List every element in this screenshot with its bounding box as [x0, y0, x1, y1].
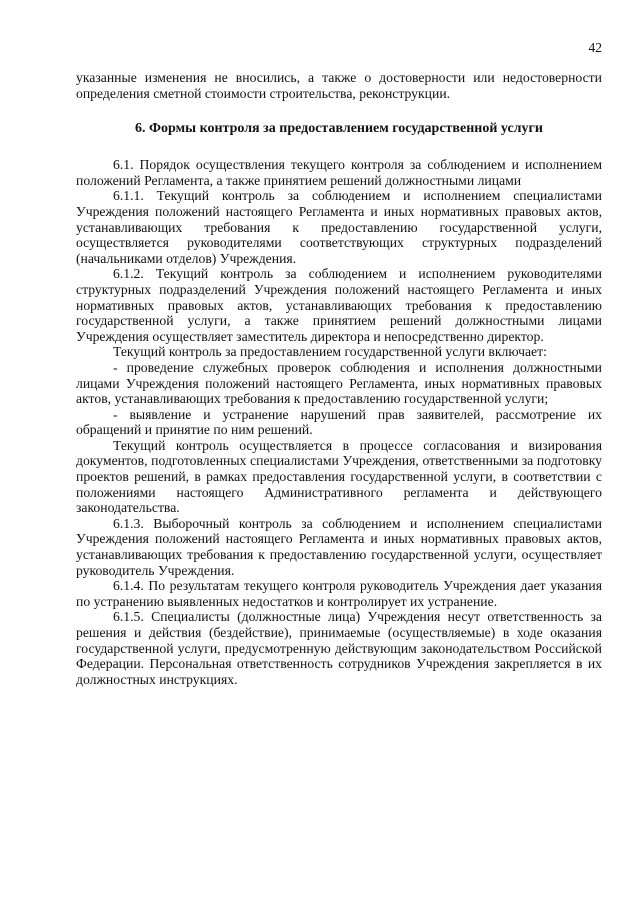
section-heading: 6. Формы контроля за предоставлением государственной услуги [135, 121, 543, 137]
paragraph-control-includes: Текущий контроль за предоставлением государственной услуги включает: [113, 344, 547, 360]
page-number: 42 [588, 40, 602, 55]
paragraph-6-1: 6.1. Порядок осуществления текущего контроля за соблюдением и исполнением положений Регламента, а также принятием решений должностными лицами [76, 157, 602, 188]
paragraph-6-1-1: 6.1.1. Текущий контроль за соблюдением и исполнением специалистами Учреждения положений настоящего Регламента и иных нормативных правовых актов, устанавливающих требования к предоставлению государственной услуги, осуществляется руководителями соответствующих структурных подразделений (начальниками отделов) Учреждения. [76, 188, 602, 266]
paragraph-6-1-2: 6.1.2. Текущий контроль за соблюдением и исполнением руководителями структурных подразделений Учреждения положений настоящего Регламента и иных нормативных правовых актов, устанавливающих требования к предоставлению государственной услуги, а также принятием решений должностными лицами Учреждения осуществляет заместитель директора и непосредственно директор. [76, 266, 602, 344]
paragraph-approval-process: Текущий контроль осуществляется в процессе согласования и визирования документов, подготовленных специалистами Учреждения, ответственными за подготовку проектов решений, в рамках предоставления государственной услуги, в соответствии с положениями настоящего Административного регламента и действующего законодательства. [76, 437, 602, 516]
paragraph-6-1-4: 6.1.4. По результатам текущего контроля руководитель Учреждения дает указания по устранению выявленных недостатков и контролирует их устранение. [76, 578, 602, 609]
list-item-inspections: - проведение служебных проверок соблюдения и исполнения должностными лицами Учреждения положений настоящего Регламента, иных нормативных правовых актов, устанавливающих требования к предоставлению государственной услуги; [76, 359, 602, 407]
paragraph-6-1-3: 6.1.3. Выборочный контроль за соблюдением и исполнением специалистами Учреждения положений настоящего Регламента и иных нормативных правовых актов, устанавливающих требования к предоставлению государственной услуги, осуществляет руководитель Учреждения. [76, 515, 602, 578]
list-item-violations: - выявление и устранение нарушений прав заявителей, рассмотрение их обращений и принятие по ним решений. [76, 406, 602, 438]
paragraph-6-1-5: 6.1.5. Специалисты (должностные лица) Учреждения несут ответственность за решения и действия (бездействие), принимаемые (осуществляемые) в ходе оказания государственной услуги, предусмотренную действующим законодательством Российской Федерации. Персональная ответственность сотрудников Учреждения закрепляется в их должностных инструкциях. [76, 609, 602, 687]
document-body [76, 70, 602, 687]
paragraph-continuation: указанные изменения не вносились, а также о достоверности или недостоверности определения сметной стоимости строительства, реконструкции. [76, 70, 602, 101]
